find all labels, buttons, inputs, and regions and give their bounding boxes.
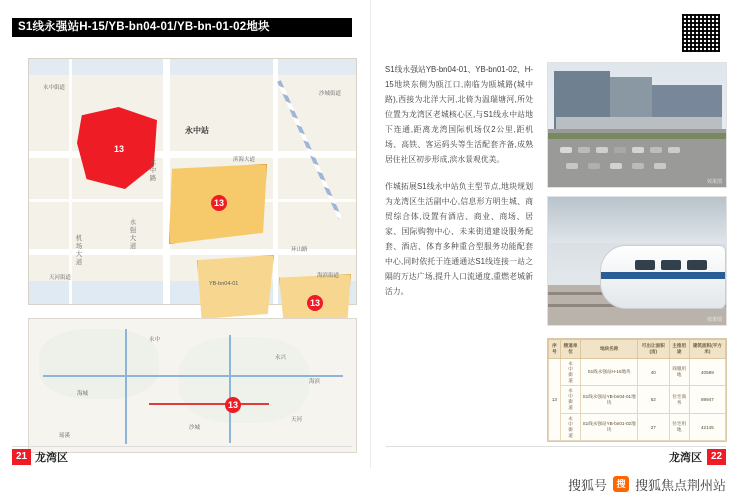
table-header-floor-area: 建筑面积(平方米): [689, 340, 725, 359]
footer-divider-right: [386, 446, 726, 447]
map-water-top: [29, 59, 356, 75]
photo-car: [560, 147, 572, 153]
photo-car: [632, 163, 644, 169]
photo-car: [566, 163, 578, 169]
locator-map[interactable]: [28, 318, 357, 453]
locator-place-7: 瑶溪: [59, 433, 71, 439]
page-title: S1线永强站H-15/YB-bn04-01/YB-bn-01-02地块: [12, 18, 352, 37]
table-cell-parcel: S1线永强站H-15地块: [581, 359, 638, 386]
description-text: [385, 62, 533, 311]
photo-caption-1: 效果图: [706, 179, 722, 185]
locator-area-2: [179, 337, 309, 423]
road-label-4: 滨海大道: [233, 157, 256, 163]
table-header-street: 辖道单位: [560, 340, 580, 359]
road-label-3: 机场大道: [75, 235, 83, 266]
locator-line-3: [229, 335, 231, 443]
photo-car: [650, 147, 662, 153]
locator-place-2: 永兴: [275, 355, 287, 361]
locator-rail: [149, 403, 269, 405]
table-cell-use: 商服用地: [669, 359, 689, 386]
road-vertical-3: [69, 59, 72, 304]
locator-line-1: [43, 375, 343, 377]
locator-place-6: 海滨: [309, 379, 321, 385]
minor-label-3: 天河街道: [49, 275, 72, 281]
description-paragraph-1: S1线永强站YB-bn04-01、YB-bn01-02、H-15地块东侧为瓯江口,南临为瓯城路(城中路),西接为北洋大河,北倚为温瑞塘河,所处位置为龙湾区老城核心区,与S1线永中站地下连通,距离龙湾国际机场仅2公里,距机场、高铁、客运码头等生活配套齐备,成熟居住社区初步形成,滨水景观优美。: [385, 65, 533, 164]
photo-train-window: [635, 260, 655, 270]
road-vertical-2: [273, 59, 278, 304]
locator-line-2: [125, 329, 127, 444]
watermark-text-1: 搜狐号: [567, 477, 607, 493]
description-paragraph-2: 作城拓展S1线永中站负主型节点,地块规划为龙湾区生活副中心,信息形方明生城、商贸综合体,设置有酒店、商业、商场、居家、国际购物中心、未来街道建设服务配套、酒店、体育多种重合型服务功能配套中心,同时依托于连通通达S1线连接一站之隔的万达广场,提升人口流通度,重燃老城新活力。: [385, 182, 533, 296]
locator-place-3: 海城: [77, 391, 89, 397]
locator-place-4: 沙城: [189, 425, 201, 431]
photo-building: [547, 62, 727, 188]
left-footer: [0, 446, 370, 468]
locator-area-1: [39, 329, 159, 399]
table-cell-street: 永中街道: [560, 413, 580, 440]
road-horizontal-1: [29, 151, 356, 158]
photo-car: [610, 163, 622, 169]
photo-greenbelt: [548, 133, 726, 139]
minor-label-4: 海滨街道: [317, 273, 340, 279]
parcel-map[interactable]: [28, 58, 357, 308]
locator-place-1: 永中: [149, 337, 161, 343]
parcel-yb-bn04-01-sub[interactable]: [197, 255, 274, 319]
parcel-badge-1: 13: [111, 141, 127, 157]
photo-car: [632, 147, 644, 153]
footer-label-left: 龙湾区: [35, 452, 68, 464]
table-row: [549, 359, 726, 386]
table-row: [549, 413, 726, 440]
photo-train-window: [661, 260, 681, 270]
photo-car: [668, 147, 680, 153]
table-cell-parcel: S1线永强站YB-bn01-02地块: [581, 413, 638, 440]
photo-train-window: [687, 260, 707, 270]
watermark-bar: [0, 468, 740, 500]
minor-label-1: 永中街道: [43, 85, 66, 91]
table-header-use: 主推用途: [669, 340, 689, 359]
watermark-text-2: 搜狐焦点荆州站: [634, 477, 726, 493]
table-header-area: 可出让面积(亩): [637, 340, 669, 359]
table-cell-floor-area: 89947: [689, 386, 725, 413]
footer-divider-left: [12, 446, 352, 447]
photo-car: [588, 163, 600, 169]
table-cell-street: 永中街道: [560, 386, 580, 413]
table-cell-use: 住宅用地: [669, 413, 689, 440]
photo-train-body: [600, 245, 726, 309]
table-header-parcel: 地块名称: [581, 340, 638, 359]
road-vertical-1: [163, 59, 170, 304]
table-cell-area: 52: [637, 386, 669, 413]
parcel-code-1: YB-bn04-01: [209, 281, 239, 287]
right-footer: [371, 446, 740, 468]
table-cell-floor-area: 40589: [689, 359, 725, 386]
left-page: [0, 0, 370, 468]
table-cell-no: 13: [549, 359, 561, 441]
table-cell-street: 永中街道: [560, 359, 580, 386]
parcel-table[interactable]: [547, 338, 727, 442]
table-cell-area: 40: [637, 359, 669, 386]
page-number-right: 22: [707, 449, 726, 465]
photo-car: [654, 163, 666, 169]
road-label-5: 环山路: [291, 247, 308, 253]
footer-label-right: 龙湾区: [669, 452, 702, 464]
table-cell-use: 住宅商务: [669, 386, 689, 413]
road-label-1: 永中路: [149, 159, 157, 182]
sohu-badge-icon: 搜: [613, 476, 629, 492]
parcel-badge-3: 13: [307, 295, 323, 311]
table-cell-parcel: S1线永强站YB-bn04-01地块: [581, 386, 638, 413]
photo-station-roof: [548, 197, 726, 243]
photo-caption-2: 效果图: [706, 317, 722, 323]
table-header-no: 序号: [549, 340, 561, 359]
locator-place-5: 天河: [291, 417, 303, 423]
photo-car: [596, 147, 608, 153]
minor-label-2: 沙城街道: [319, 91, 342, 97]
road-label-2: 永强大道: [129, 219, 137, 250]
table-header-row: [549, 340, 726, 359]
station-label: 永中站: [185, 126, 209, 135]
photo-car: [578, 147, 590, 153]
table-cell-area: 27: [637, 413, 669, 440]
photo-train: [547, 196, 727, 326]
page-number-left: 21: [12, 449, 31, 465]
parcel-badge-2: 13: [211, 195, 227, 211]
table-row: [549, 386, 726, 413]
qr-code-icon[interactable]: [680, 12, 722, 54]
photo-car: [614, 147, 626, 153]
photo-train-stripe: [601, 272, 725, 279]
table-cell-floor-area: 42145: [689, 413, 725, 440]
right-page: [371, 0, 740, 468]
locator-badge: 13: [225, 397, 241, 413]
